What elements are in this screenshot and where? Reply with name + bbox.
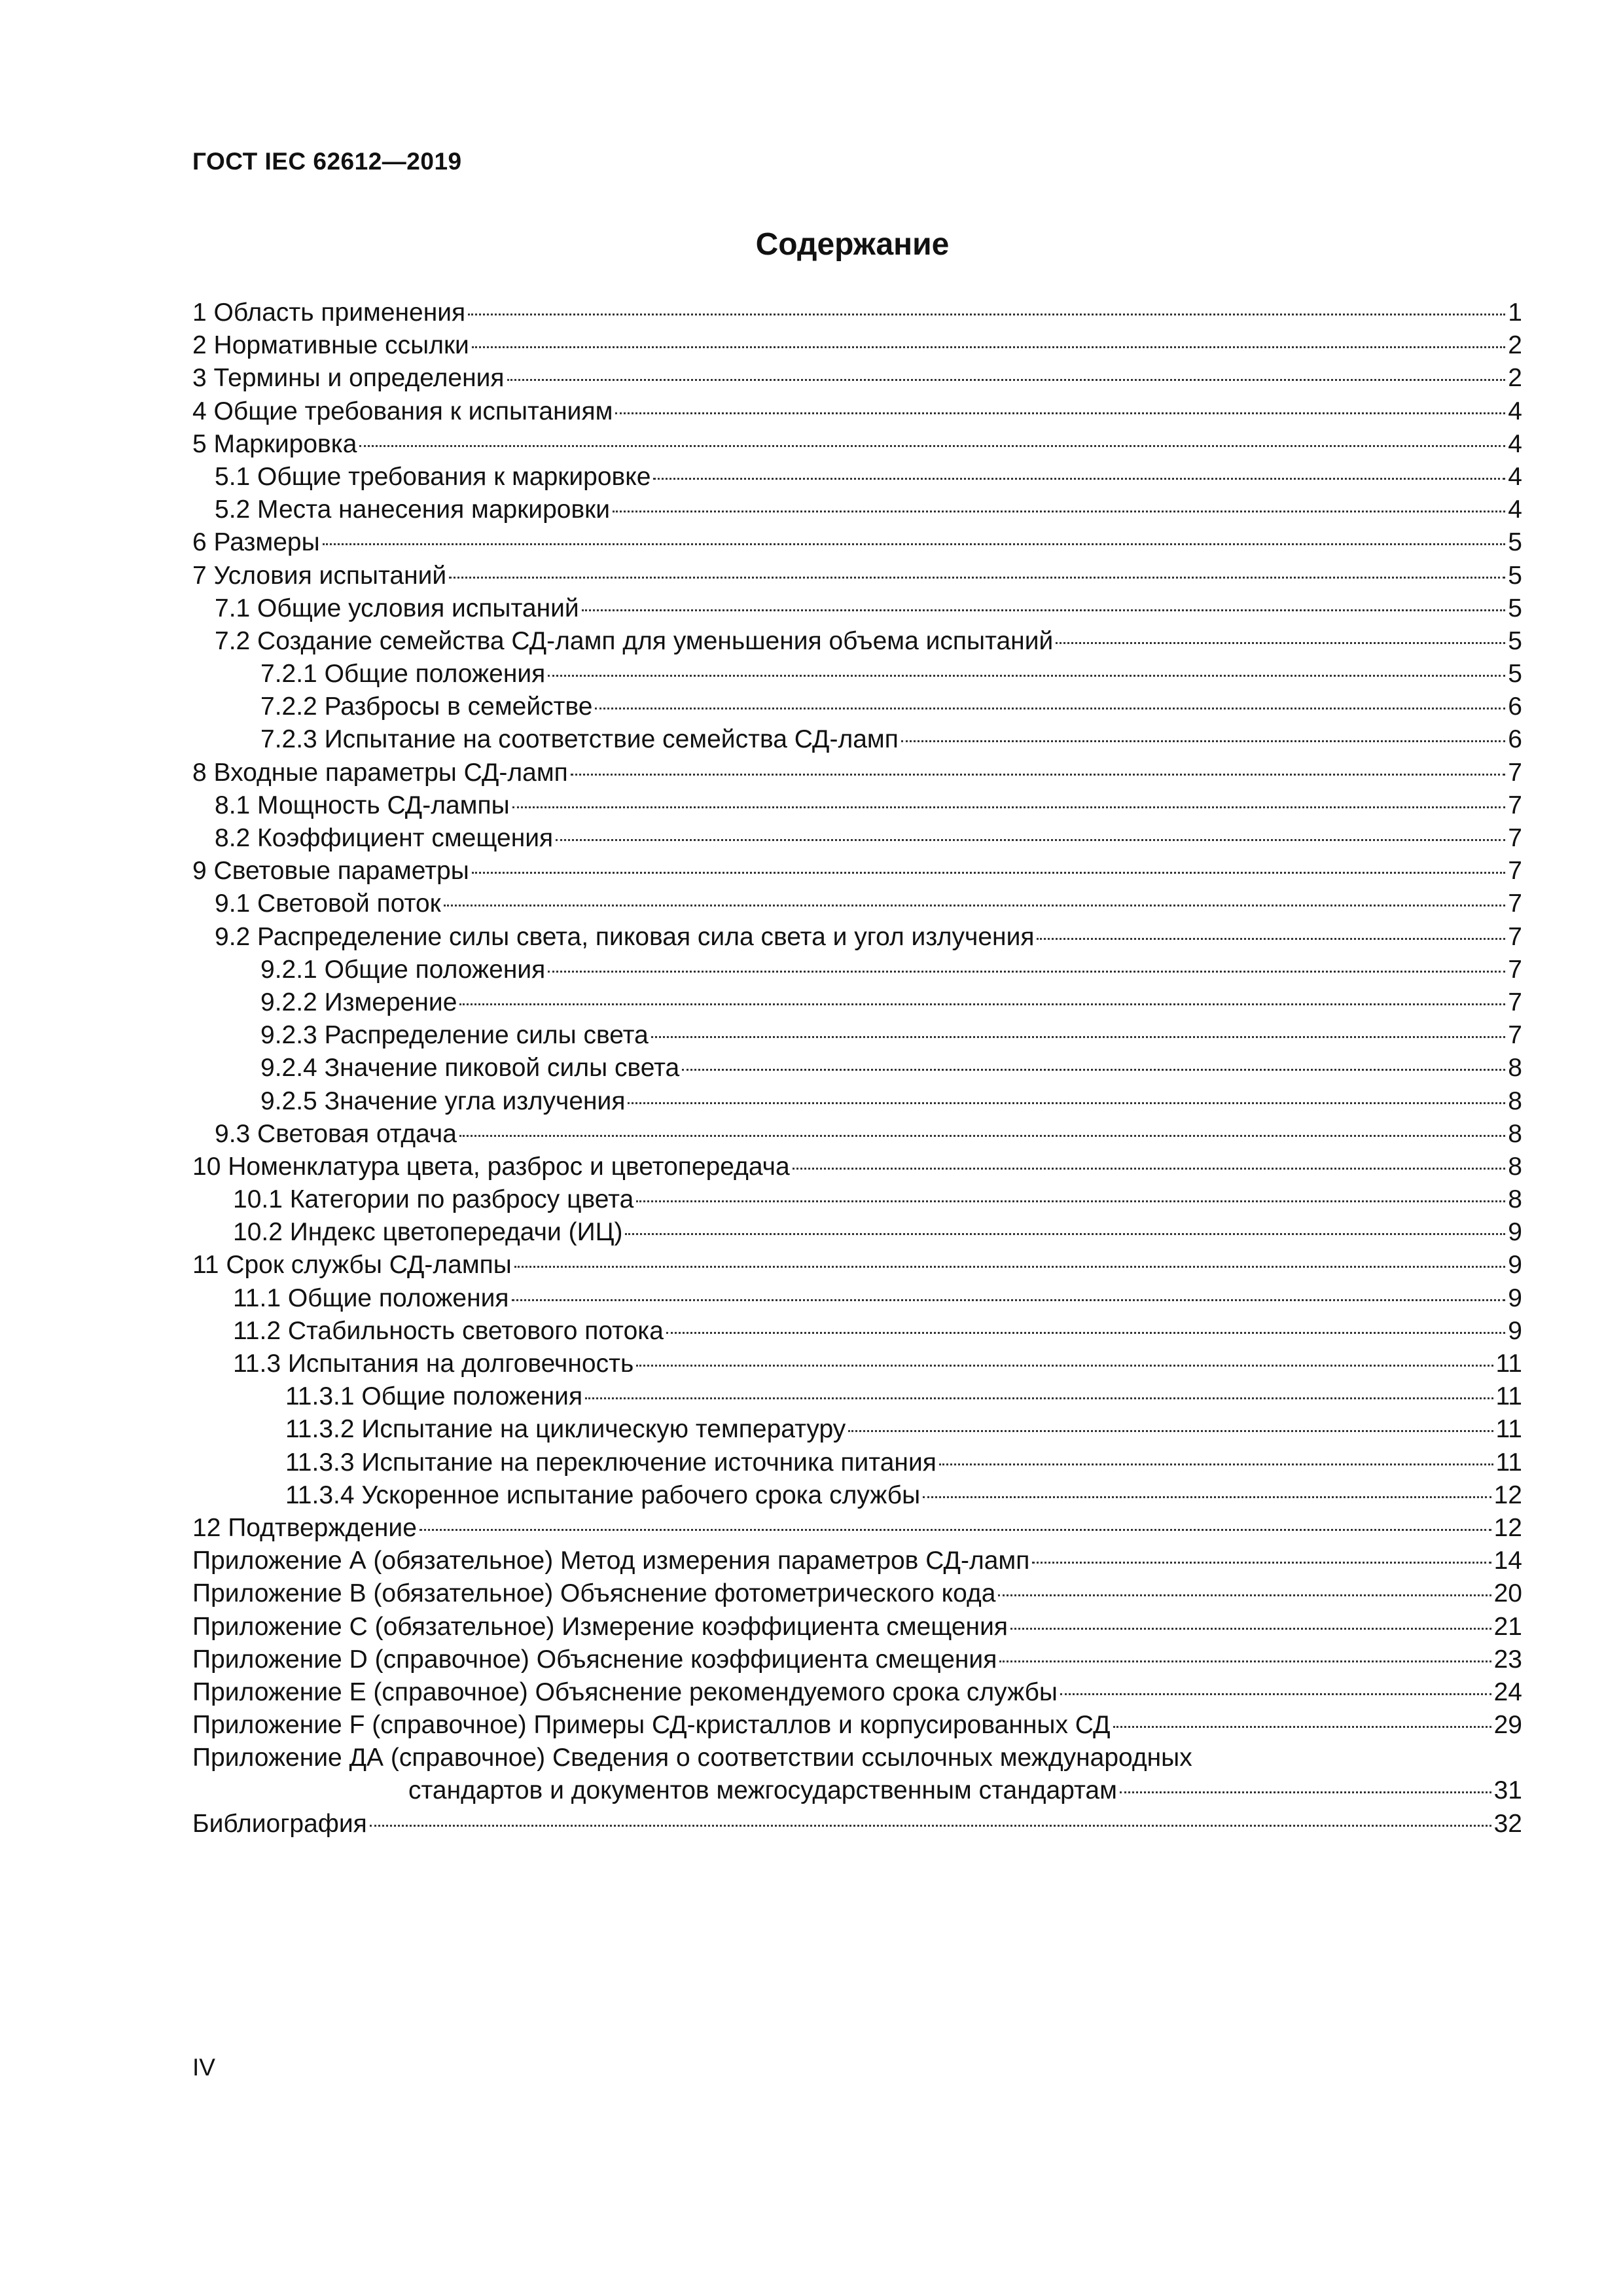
toc-entry-page: 4 bbox=[1508, 462, 1522, 491]
toc-entry-leader-dots bbox=[582, 609, 1506, 611]
toc-entry-leader-dots bbox=[556, 839, 1505, 841]
toc-entry-page: 11 bbox=[1495, 1382, 1522, 1411]
toc-entry-leader-dots bbox=[998, 1594, 1491, 1596]
toc-entry-page: 7 bbox=[1508, 955, 1522, 984]
toc-entry-label: Приложение D (справочное) Объяснение коэффициента смещения bbox=[192, 1645, 997, 1674]
toc-entry[interactable] bbox=[192, 1183, 1522, 1216]
toc-entry-page: 5 bbox=[1508, 561, 1522, 590]
toc-entry-leader-dots bbox=[1037, 938, 1505, 940]
toc-entry[interactable] bbox=[192, 1577, 1522, 1610]
toc-entry[interactable] bbox=[192, 1315, 1522, 1348]
toc-entry[interactable] bbox=[192, 329, 1522, 362]
toc-entry[interactable] bbox=[192, 526, 1522, 559]
toc-entry-page: 5 bbox=[1508, 594, 1522, 622]
toc-entry-leader-dots bbox=[444, 905, 1506, 906]
toc-entry[interactable] bbox=[192, 1512, 1522, 1545]
toc-entry[interactable] bbox=[192, 658, 1522, 691]
toc-entry-leader-dots bbox=[514, 1266, 1505, 1268]
toc-entry-leader-dots bbox=[449, 577, 1505, 579]
toc-entry-leader-dots bbox=[636, 1365, 1493, 1367]
toc-entry-leader-dots bbox=[419, 1529, 1491, 1531]
toc-entry-page: 7 bbox=[1508, 824, 1522, 852]
toc-entry-leader-dots bbox=[512, 1299, 1506, 1301]
toc-entry-label: 9.2.5 Значение угла излучения bbox=[260, 1086, 626, 1115]
toc-entry-leader-dots bbox=[848, 1430, 1493, 1432]
toc-entry-label: 11.2 Стабильность светового потока bbox=[233, 1316, 664, 1345]
toc-entry-label: 11.3.2 Испытание на циклическую температуру bbox=[285, 1415, 846, 1444]
toc-entry-label: Приложение F (справочное) Примеры СД-кристаллов и корпусированных СД bbox=[192, 1711, 1111, 1740]
toc-entry-label: 11.3.4 Ускоренное испытание рабочего срока службы bbox=[285, 1480, 921, 1509]
toc-entry-page: 32 bbox=[1493, 1809, 1522, 1838]
toc-entry-page: 9 bbox=[1508, 1316, 1522, 1345]
toc-entry-page: 4 bbox=[1508, 429, 1522, 458]
toc-entry[interactable] bbox=[192, 428, 1522, 461]
toc-entry[interactable] bbox=[192, 757, 1522, 789]
toc-entry[interactable] bbox=[192, 1380, 1522, 1413]
toc-entry[interactable] bbox=[192, 625, 1522, 658]
toc-entry[interactable] bbox=[192, 461, 1522, 493]
toc-entry-page: 6 bbox=[1508, 692, 1522, 721]
toc-entry[interactable] bbox=[192, 986, 1522, 1019]
toc-entry-label: 2 Нормативные ссылки bbox=[192, 331, 469, 360]
toc-entry[interactable] bbox=[192, 921, 1522, 954]
toc-entry-label: 11.3.3 Испытание на переключение источника питания bbox=[285, 1448, 936, 1477]
toc-entry-leader-dots bbox=[459, 1135, 1505, 1137]
toc-entry[interactable] bbox=[192, 1709, 1522, 1742]
toc-entry-label: 8.2 Коэффициент смещения bbox=[215, 824, 554, 852]
toc-entry[interactable] bbox=[192, 855, 1522, 888]
toc-entry-label: 12 Подтверждение bbox=[192, 1513, 417, 1542]
toc-entry-page: 4 bbox=[1508, 397, 1522, 425]
toc-entry-page: 21 bbox=[1493, 1612, 1522, 1641]
toc-entry[interactable] bbox=[192, 1808, 1522, 1840]
toc-entry-leader-dots bbox=[370, 1825, 1491, 1827]
toc-entry-leader-dots bbox=[651, 1036, 1506, 1038]
toc-entry-leader-dots bbox=[1056, 642, 1505, 644]
toc-entry-leader-dots bbox=[472, 872, 1506, 874]
toc-entry[interactable] bbox=[192, 560, 1522, 592]
toc-entry-page: 9 bbox=[1508, 1283, 1522, 1312]
toc-entry-label: Приложение ДА (справочное) Сведения о соответствии ссылочных международных bbox=[192, 1744, 1192, 1772]
toc-entry-page: 7 bbox=[1508, 988, 1522, 1016]
toc-entry-label: 10.1 Категории по разбросу цвета bbox=[233, 1185, 634, 1214]
toc-entry[interactable] bbox=[192, 296, 1522, 329]
toc-entry[interactable] bbox=[192, 1676, 1522, 1709]
toc-entry[interactable] bbox=[192, 1282, 1522, 1315]
toc-entry-page: 12 bbox=[1493, 1513, 1522, 1542]
toc-entry-page: 8 bbox=[1508, 1086, 1522, 1115]
toc-entry-page: 8 bbox=[1508, 1054, 1522, 1083]
toc-entry-label: Приложение В (обязательное) Объяснение фотометрического кода bbox=[192, 1579, 996, 1608]
toc-entry[interactable] bbox=[192, 1446, 1522, 1479]
toc-entry[interactable] bbox=[192, 888, 1522, 920]
toc-entry-label: 5 Маркировка bbox=[192, 429, 357, 458]
toc-entry-label: 7.2.3 Испытание на соответствие семейства СД-ламп bbox=[260, 725, 899, 754]
toc-entry[interactable] bbox=[192, 691, 1522, 723]
toc-entry-page: 9 bbox=[1508, 1218, 1522, 1247]
toc-entry[interactable] bbox=[192, 723, 1522, 756]
toc-entry-label: 9.2.1 Общие положения bbox=[260, 955, 546, 984]
toc-entry-label: Приложение А (обязательное) Метод измерения параметров СД-ламп bbox=[192, 1547, 1030, 1575]
toc-entry-leader-dots bbox=[507, 379, 1506, 381]
toc-entry-leader-dots bbox=[359, 445, 1505, 447]
toc-entry-leader-dots bbox=[613, 511, 1505, 512]
toc-entry-label: 7.2.2 Разбросы в семействе bbox=[260, 692, 593, 721]
toc-entry-label: 1 Область применения bbox=[192, 298, 466, 327]
toc-entry-leader-dots bbox=[636, 1200, 1505, 1202]
toc-entry[interactable] bbox=[192, 822, 1522, 855]
toc-entry-label: 6 Размеры bbox=[192, 528, 320, 557]
toc-entry-page: 7 bbox=[1508, 791, 1522, 819]
toc-entry-label: 4 Общие требования к испытаниям bbox=[192, 397, 613, 425]
toc-entry-page: 20 bbox=[1493, 1579, 1522, 1608]
toc-entry-label: 9 Световые параметры bbox=[192, 857, 469, 886]
toc-entry[interactable] bbox=[192, 1249, 1522, 1282]
toc-entry[interactable] bbox=[192, 1611, 1522, 1643]
toc-entry-label: 7 Условия испытаний bbox=[192, 561, 447, 590]
toc-entry-leader-dots bbox=[548, 971, 1505, 973]
toc-entry-label: 9.2.4 Значение пиковой силы света bbox=[260, 1054, 680, 1083]
toc-entry[interactable] bbox=[192, 1413, 1522, 1446]
toc-entry-leader-dots bbox=[682, 1069, 1505, 1071]
toc-entry-label: 11 Срок службы СД-лампы bbox=[192, 1251, 512, 1280]
toc-entry-page: 12 bbox=[1493, 1480, 1522, 1509]
toc-entry-label: 7.2.1 Общие положения bbox=[260, 660, 546, 689]
toc-entry[interactable] bbox=[192, 1085, 1522, 1118]
toc-entry[interactable] bbox=[192, 395, 1522, 428]
toc-entry-label: 5.2 Места нанесения маркировки bbox=[215, 495, 611, 524]
toc-entry-page: 8 bbox=[1508, 1119, 1522, 1148]
toc-entry[interactable] bbox=[192, 1774, 1522, 1807]
toc-entry-leader-dots bbox=[625, 1233, 1505, 1235]
toc-entry-page: 29 bbox=[1493, 1711, 1522, 1740]
toc-entry-label: стандартов и документов межгосударственным стандартам bbox=[408, 1776, 1117, 1805]
toc-entry-page: 31 bbox=[1493, 1776, 1522, 1805]
toc-entry[interactable] bbox=[192, 789, 1522, 822]
toc-entry-page: 5 bbox=[1508, 626, 1522, 655]
toc-title: Содержание bbox=[755, 227, 950, 262]
toc-entry[interactable] bbox=[192, 1643, 1522, 1676]
toc-entry-leader-dots bbox=[512, 806, 1506, 808]
toc-entry-label: Библиография bbox=[192, 1809, 367, 1838]
toc-entry-page: 11 bbox=[1495, 1448, 1522, 1477]
toc-entry-label: 9.3 Световая отдача bbox=[215, 1119, 457, 1148]
toc-entry-leader-dots bbox=[793, 1168, 1506, 1170]
toc-entry-label: Приложение С (обязательное) Измерение коэффициента смещения bbox=[192, 1612, 1008, 1641]
toc-entry[interactable] bbox=[192, 1742, 1522, 1774]
toc-entry-page: 5 bbox=[1508, 528, 1522, 557]
toc-entry-page: 9 bbox=[1508, 1251, 1522, 1280]
toc-entry-leader-dots bbox=[459, 1003, 1505, 1005]
toc-entry-label: 9.1 Световой поток bbox=[215, 889, 441, 918]
toc-entry[interactable] bbox=[192, 493, 1522, 526]
toc-entry-label: Приложение Е (справочное) Объяснение рекомендуемого срока службы bbox=[192, 1677, 1058, 1706]
table-of-contents bbox=[192, 296, 1522, 1840]
toc-entry[interactable] bbox=[192, 1216, 1522, 1249]
toc-entry-leader-dots bbox=[939, 1463, 1493, 1465]
toc-entry-label: 8 Входные параметры СД-ламп bbox=[192, 758, 568, 787]
toc-entry-page: 24 bbox=[1493, 1677, 1522, 1706]
toc-entry-leader-dots bbox=[585, 1397, 1493, 1399]
toc-entry-leader-dots bbox=[628, 1102, 1505, 1104]
toc-entry[interactable] bbox=[192, 1052, 1522, 1085]
toc-entry-page: 7 bbox=[1508, 1021, 1522, 1050]
toc-entry-label: 10 Номенклатура цвета, разброс и цветопередача bbox=[192, 1152, 790, 1181]
toc-entry-page: 14 bbox=[1493, 1547, 1522, 1575]
toc-entry-label: 9.2.3 Распределение силы света bbox=[260, 1021, 649, 1050]
toc-entry-page: 4 bbox=[1508, 495, 1522, 524]
toc-entry[interactable] bbox=[192, 954, 1522, 986]
toc-entry-page: 8 bbox=[1508, 1152, 1522, 1181]
toc-entry-page: 7 bbox=[1508, 857, 1522, 886]
document-standard-code: ГОСТ IEC 62612—2019 bbox=[192, 148, 462, 175]
toc-entry-leader-dots bbox=[1060, 1693, 1491, 1695]
toc-entry-leader-dots bbox=[653, 478, 1505, 480]
toc-entry-leader-dots bbox=[1010, 1628, 1491, 1630]
toc-entry-leader-dots bbox=[1113, 1726, 1491, 1728]
toc-entry-page: 1 bbox=[1508, 298, 1522, 327]
toc-entry-leader-dots bbox=[1032, 1562, 1491, 1564]
toc-entry-page: 5 bbox=[1508, 660, 1522, 689]
toc-entry-leader-dots bbox=[615, 412, 1505, 414]
toc-entry-label: 7.1 Общие условия испытаний bbox=[215, 594, 579, 622]
toc-entry-leader-dots bbox=[548, 675, 1505, 677]
toc-entry-page: 8 bbox=[1508, 1185, 1522, 1214]
toc-entry-leader-dots bbox=[595, 708, 1505, 709]
toc-entry-label: 9.2.2 Измерение bbox=[260, 988, 457, 1016]
toc-entry-leader-dots bbox=[666, 1332, 1505, 1334]
toc-entry-page: 7 bbox=[1508, 758, 1522, 787]
toc-entry-page: 23 bbox=[1493, 1645, 1522, 1674]
toc-entry-page: 2 bbox=[1508, 364, 1522, 393]
toc-entry-label: 9.2 Распределение силы света, пиковая сила света и угол излучения bbox=[215, 922, 1035, 951]
toc-entry[interactable] bbox=[192, 592, 1522, 625]
toc-entry-label: 11.3 Испытания на долговечность bbox=[233, 1350, 634, 1378]
toc-entry-page: 6 bbox=[1508, 725, 1522, 754]
toc-entry-label: 8.1 Мощность СД-лампы bbox=[215, 791, 510, 819]
toc-entry-leader-dots bbox=[323, 543, 1506, 545]
toc-entry-label: 5.1 Общие требования к маркировке bbox=[215, 462, 651, 491]
toc-entry-page: 7 bbox=[1508, 889, 1522, 918]
toc-entry-leader-dots bbox=[472, 346, 1505, 348]
toc-entry-label: 7.2 Создание семейства СД-ламп для уменьшения объема испытаний bbox=[215, 626, 1054, 655]
toc-entry-leader-dots bbox=[571, 774, 1506, 776]
toc-entry-label: 3 Термины и определения bbox=[192, 364, 505, 393]
toc-entry-leader-dots bbox=[999, 1660, 1491, 1662]
page-number: IV bbox=[192, 2054, 215, 2081]
toc-entry-label: 11.3.1 Общие положения bbox=[285, 1382, 583, 1411]
toc-entry-leader-dots bbox=[901, 740, 1505, 742]
toc-entry-page: 2 bbox=[1508, 331, 1522, 360]
toc-entry-page: 7 bbox=[1508, 922, 1522, 951]
toc-entry-leader-dots bbox=[1120, 1791, 1491, 1793]
toc-entry-page: 11 bbox=[1495, 1415, 1522, 1444]
toc-entry[interactable] bbox=[192, 1019, 1522, 1052]
toc-entry-label: 11.1 Общие положения bbox=[233, 1283, 509, 1312]
toc-entry[interactable] bbox=[192, 1545, 1522, 1577]
toc-entry[interactable] bbox=[192, 362, 1522, 395]
toc-entry[interactable] bbox=[192, 1151, 1522, 1183]
toc-entry-leader-dots bbox=[468, 314, 1505, 315]
toc-entry[interactable] bbox=[192, 1118, 1522, 1151]
toc-entry-page: 11 bbox=[1495, 1350, 1522, 1378]
toc-entry-leader-dots bbox=[923, 1496, 1491, 1498]
toc-entry-label: 10.2 Индекс цветопередачи (ИЦ) bbox=[233, 1218, 623, 1247]
toc-entry[interactable] bbox=[192, 1348, 1522, 1380]
toc-entry[interactable] bbox=[192, 1479, 1522, 1512]
